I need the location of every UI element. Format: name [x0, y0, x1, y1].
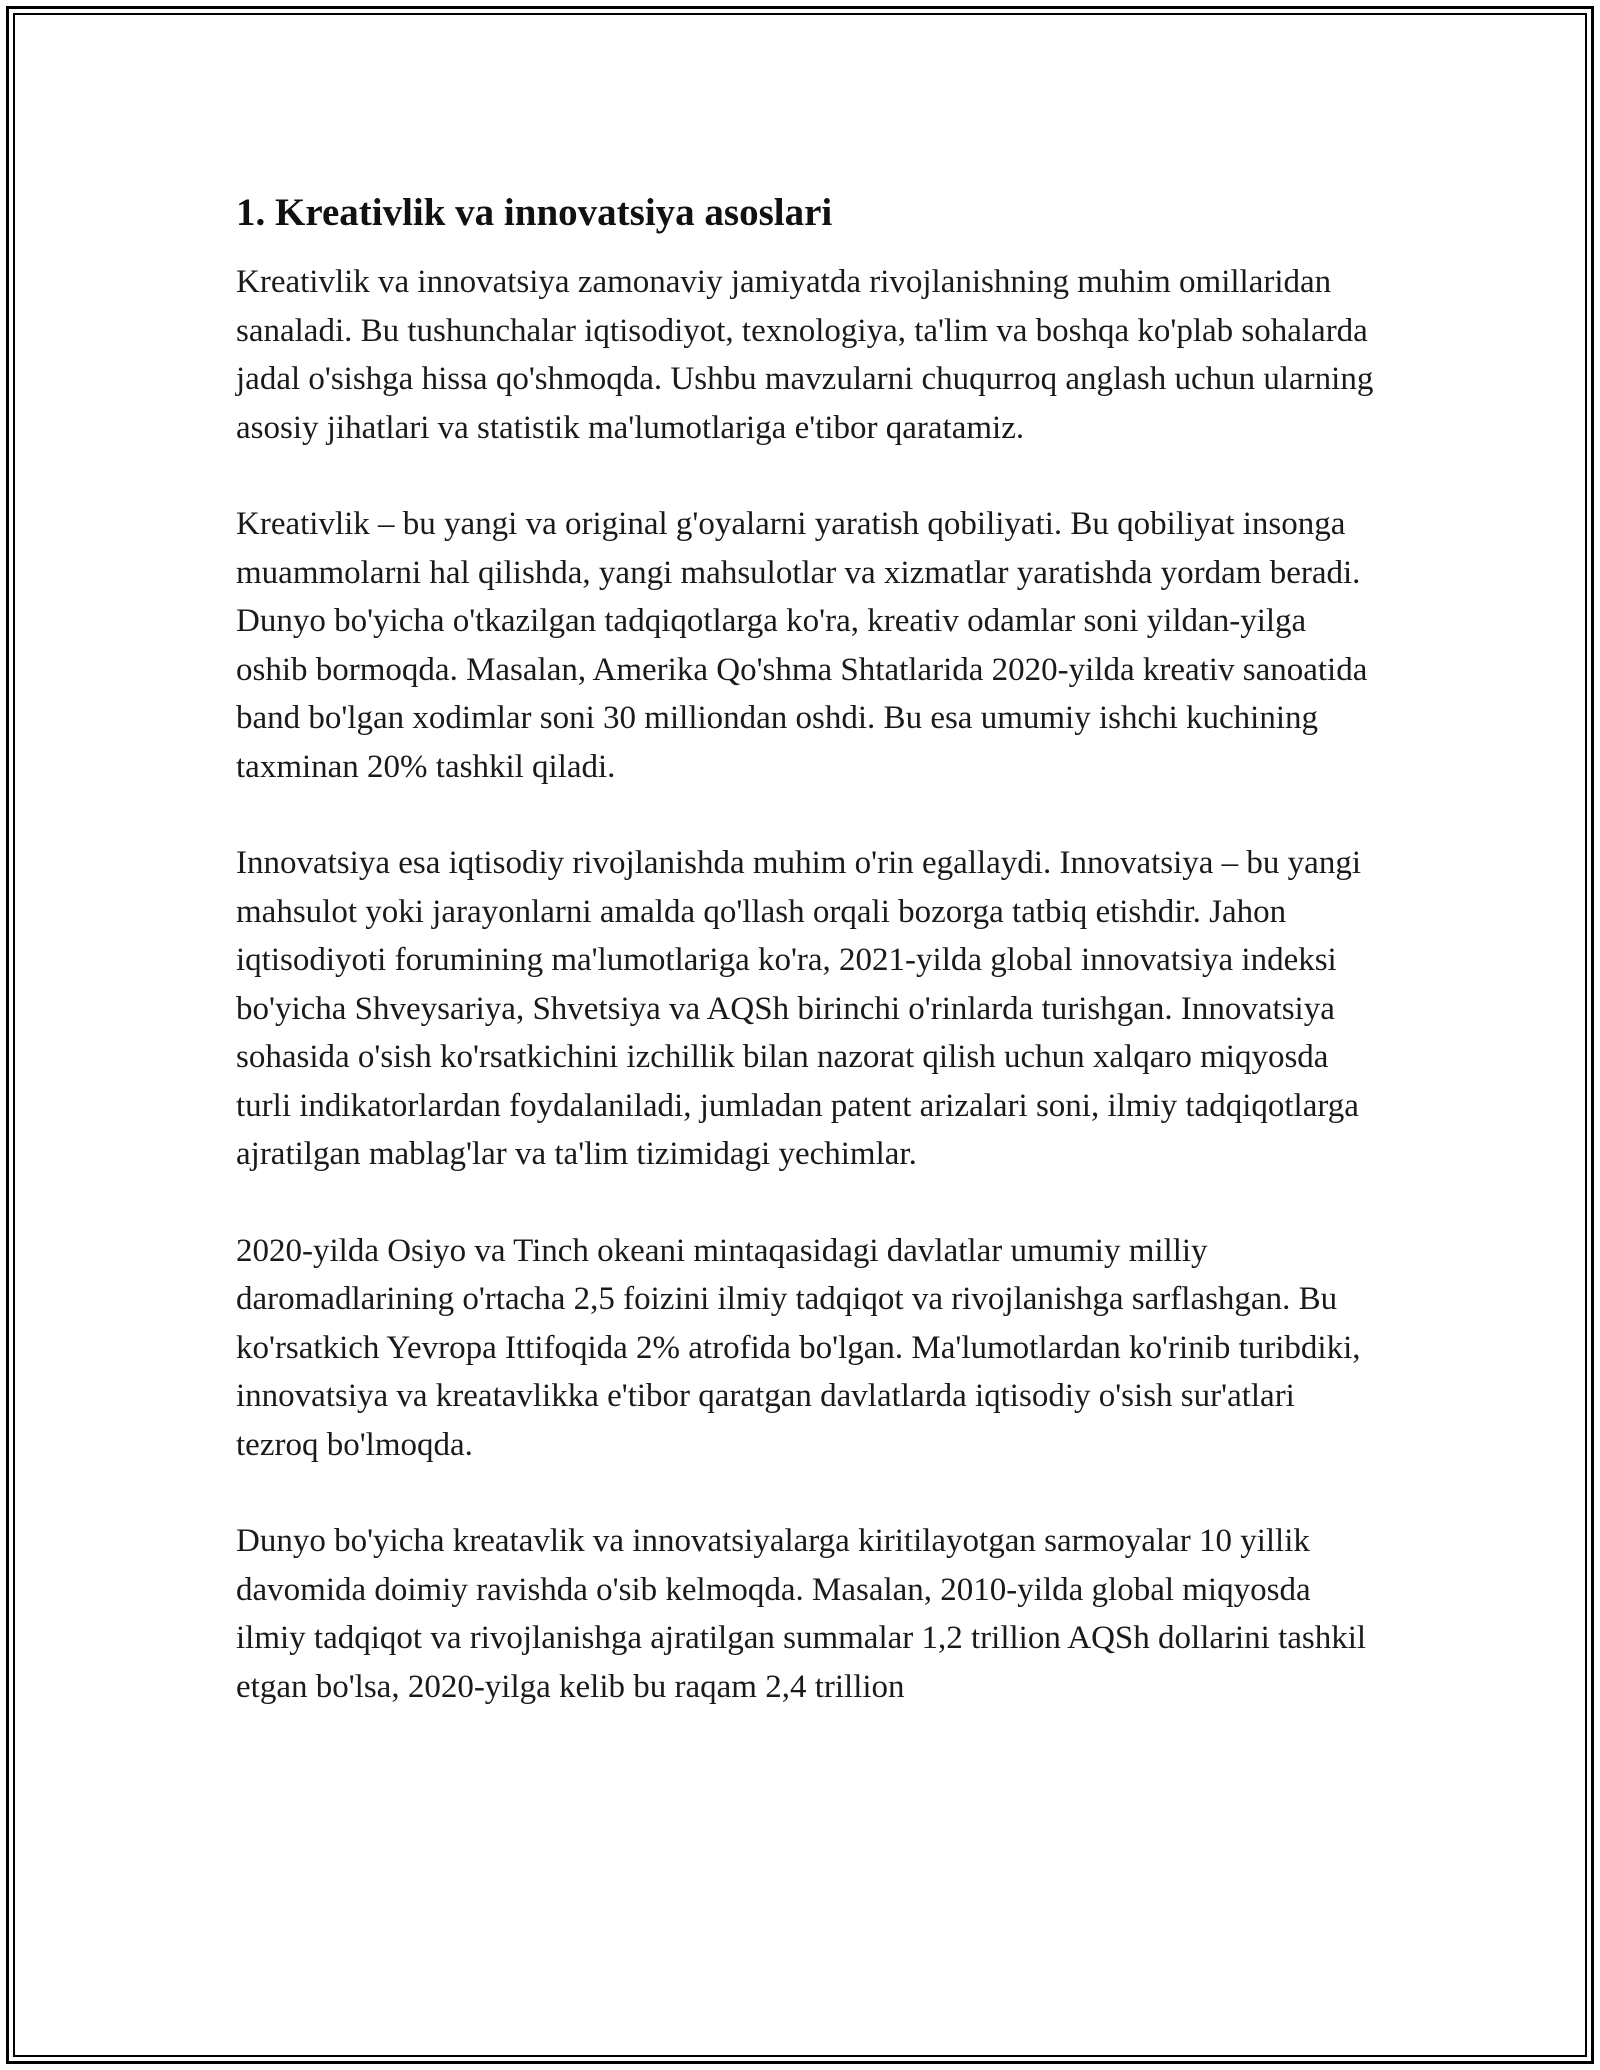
- paragraph-creativity: Kreativlik – bu yangi va original g'oyalarni yaratish qobiliyati. Bu qobiliyat insonga muammolarni hal qilishda, yangi mahsulotlar va xizmatlar yaratishda yordam beradi. Dunyo bo'yicha o'tkazilgan tadqiqotlarga ko'ra, kreativ odamlar soni yildan-yilga oshib bormoqda. Masalan, Amerika Qo'shma Shtatlarida 2020-yilda kreativ sanoatida band bo'lgan xodimlar soni 30 milliondan oshdi. Bu esa umumiy ishchi kuchining taxminan 20% tashkil qiladi.: [236, 506, 1368, 785]
- paragraph-rnd-spending: 2020-yilda Osiyo va Tinch okeani mintaqasidagi davlatlar umumiy milliy daromadlarining o'rtacha 2,5 foizini ilmiy tadqiqot va rivojlanishga sarflashgan. Bu ko'rsatkich Yevropa Ittifoqida 2% atrofida bo'lgan. Ma'lumotlardan ko'rinib turibdiki, innovatsiya va kreatavlikka e'tibor qaratgan davlatlarda iqtisodiy o'sish sur'atlari tezroq bo'lmoqda.: [236, 1232, 1361, 1463]
- paragraph-intro: Kreativlik va innovatsiya zamonaviy jamiyatda rivojlanishning muhim omillaridan sanaladi. Bu tushunchalar iqtisodiyot, texnologiya, ta'lim va boshqa ko'plab sohalarda jadal o'sishga hissa qo'shmoqda. Ushbu mavzularni chuqurroq anglash uchun ularning asosiy jihatlari va statistik ma'lumotlariga e'tibor qaratamiz.: [236, 264, 1374, 446]
- paragraph-investment: Dunyo bo'yicha kreatavlik va innovatsiyalarga kiritilayotgan sarmoyalar 10 yillik davomida doimiy ravishda o'sib kelmoqda. Masalan, 2010-yilda global miqyosda ilmiy tadqiqot va rivojlanishga ajratilgan summalar 1,2 trillion AQSh dollarini tashkil etgan bo'lsa, 2020-yilga kelib bu raqam 2,4 trillion: [236, 1523, 1367, 1705]
- section-heading: 1. Kreativlik va innovatsiya asoslari: [236, 191, 833, 234]
- paragraph-innovation: Innovatsiya esa iqtisodiy rivojlanishda muhim o'rin egallaydi. Innovatsiya – bu yangi mahsulot yoki jarayonlarni amalda qo'llash orqali bozorga tatbiq etishdir. Jahon iqtisodiyoti forumining ma'lumotlariga ko'ra, 2021-yilda global innovatsiya indeksi bo'yicha Shveysariya, Shvetsiya va AQSh birinchi o'rinlarda turishgan. Innovatsiya sohasida o'sish ko'rsatkichini izchillik bilan nazorat qilish uchun xalqaro miqyosda turli indikatorlardan foydalaniladi, jumladan patent arizalari soni, ilmiy tadqiqotlarga ajratilgan mablag'lar va ta'lim tizimidagi yechimlar.: [236, 845, 1361, 1172]
- document-body: [236, 188, 1376, 1759]
